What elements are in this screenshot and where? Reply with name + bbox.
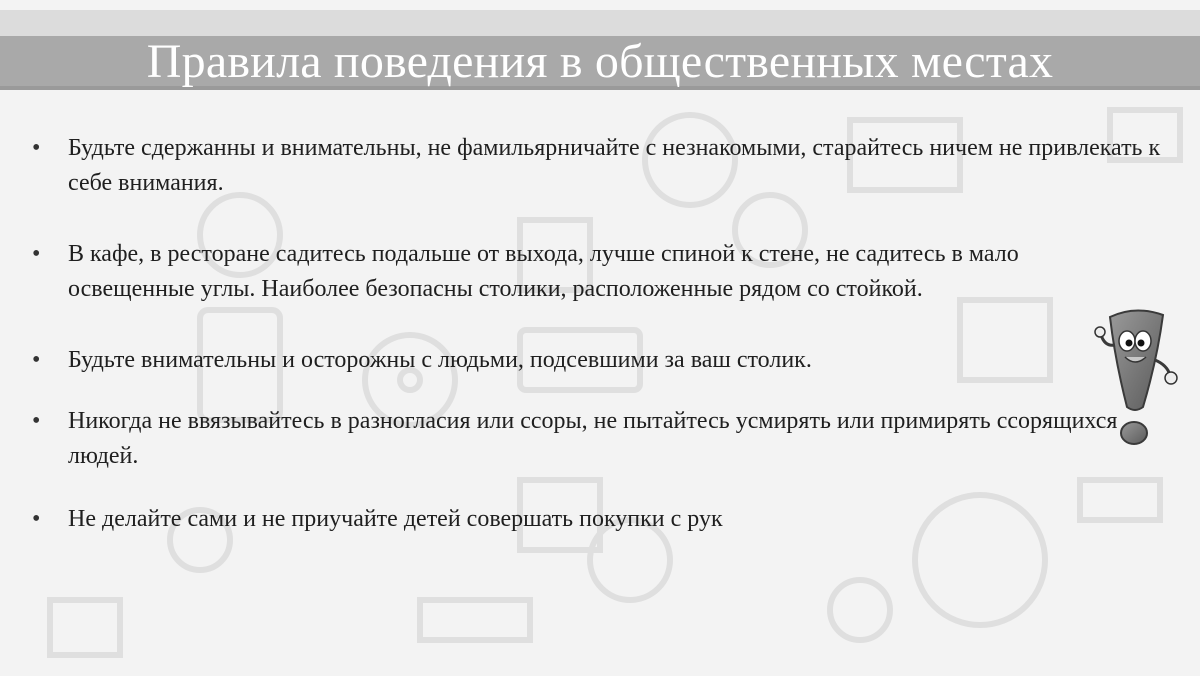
- bullet-item: • Никогда не ввязывайтесь в разногласия или ссоры, не пытайтесь усмирять или примирять ссорящихся людей.: [30, 404, 1170, 474]
- exclamation-mark-character-icon: [1085, 305, 1185, 455]
- bullet-item: • Не делайте сами и не приучайте детей совершать покупки с рук: [30, 502, 1170, 537]
- bullet-list: [30, 131, 1170, 573]
- bullet-item: • В кафе, в ресторане садитесь подальше от выхода, лучше спиной к стене, не садитесь в мало освещенные углы. Наиболее безопасны столики, расположенные рядом со стойкой.: [30, 237, 1170, 307]
- bullet-item: • Будьте внимательны и осторожны с людьми, подсевшими за ваш столик.: [30, 343, 1170, 378]
- slide-title: Правила поведения в общественных местах: [146, 35, 1054, 88]
- bullet-item: • Будьте сдержанны и внимательны, не фамильярничайте с незнакомыми, старайтесь ничем не привлекать к себе внимания.: [30, 131, 1170, 201]
